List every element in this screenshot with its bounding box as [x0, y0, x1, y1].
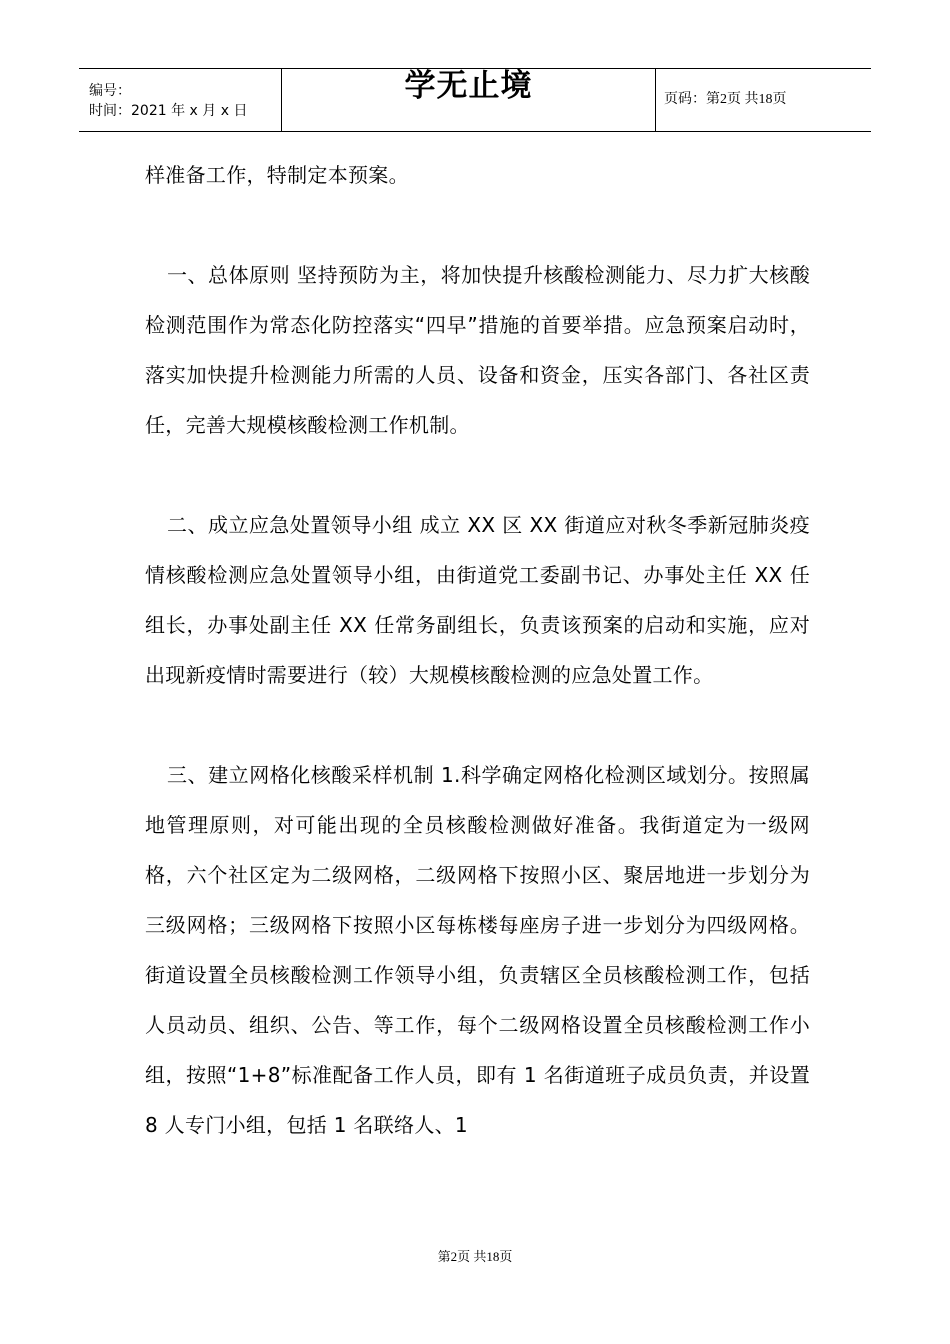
paragraph-continuation: 样准备工作，特制定本预案。 — [145, 163, 409, 187]
page-footer: 第2页 共18页 — [437, 1249, 513, 1264]
header-page-cell — [656, 69, 871, 131]
paragraph-grid-mechanism — [145, 750, 810, 1150]
paragraph-general-principle — [145, 250, 810, 450]
header-meta-cell — [79, 69, 282, 131]
paragraph-text: 二、成立应急处置领导小组 成立 XX 区 XX 街道应对秋冬季新冠肺炎疫情核酸检测应急处置领导小组，由街道党工委副书记、办事处主任 XX 任组长，办事处副主任 XX 任常务副组长，负责该预案的启动和实施，应对出现新疫情时需要进行（较）大规模核酸检测的应急处置工作。 — [145, 513, 810, 687]
paragraph-leading-group — [145, 500, 810, 700]
header-page-info: 页码：第2页 共18页 — [664, 92, 787, 107]
paragraph-text: 一、总体原则 坚持预防为主，将加快提升核酸检测能力、尽力扩大核酸检测范围作为常态化防控落实“四早”措施的首要举措。应急预案启动时，落实加快提升检测能力所需的人员、设备和资金，压实各部门、各社区责任，完善大规模核酸检测工作机制。 — [145, 263, 810, 437]
document-title: 学无止境 — [404, 68, 533, 104]
date-label: 时间：2021 年 x 月 x 日 — [89, 103, 248, 119]
document-body — [145, 150, 810, 1150]
page-header — [79, 68, 871, 132]
header-title-cell — [282, 69, 656, 131]
serial-number-label: 编号： — [89, 83, 131, 99]
paragraph-text: 三、建立网格化核酸采样机制 1.科学确定网格化检测区域划分。按照属地管理原则，对可能出现的全员核酸检测做好准备。我街道定为一级网格，六个社区定为二级网格，二级网格下按照小区、聚居地进一步划分为三级网格；三级网格下按照小区每栋楼每座房子进一步划分为四级网格。街道设置全员核酸检测工作领导小组，负责辖区全员核酸检测工作，包括人员动员、组织、公告、等工作，每个二级网格设置全员核酸检测工作小组，按照“1+8”标准配备工作人员，即有 1 名街道班子成员负责，并设置 8 人专门小组，包括 1 名联络人、1 — [145, 763, 810, 1137]
